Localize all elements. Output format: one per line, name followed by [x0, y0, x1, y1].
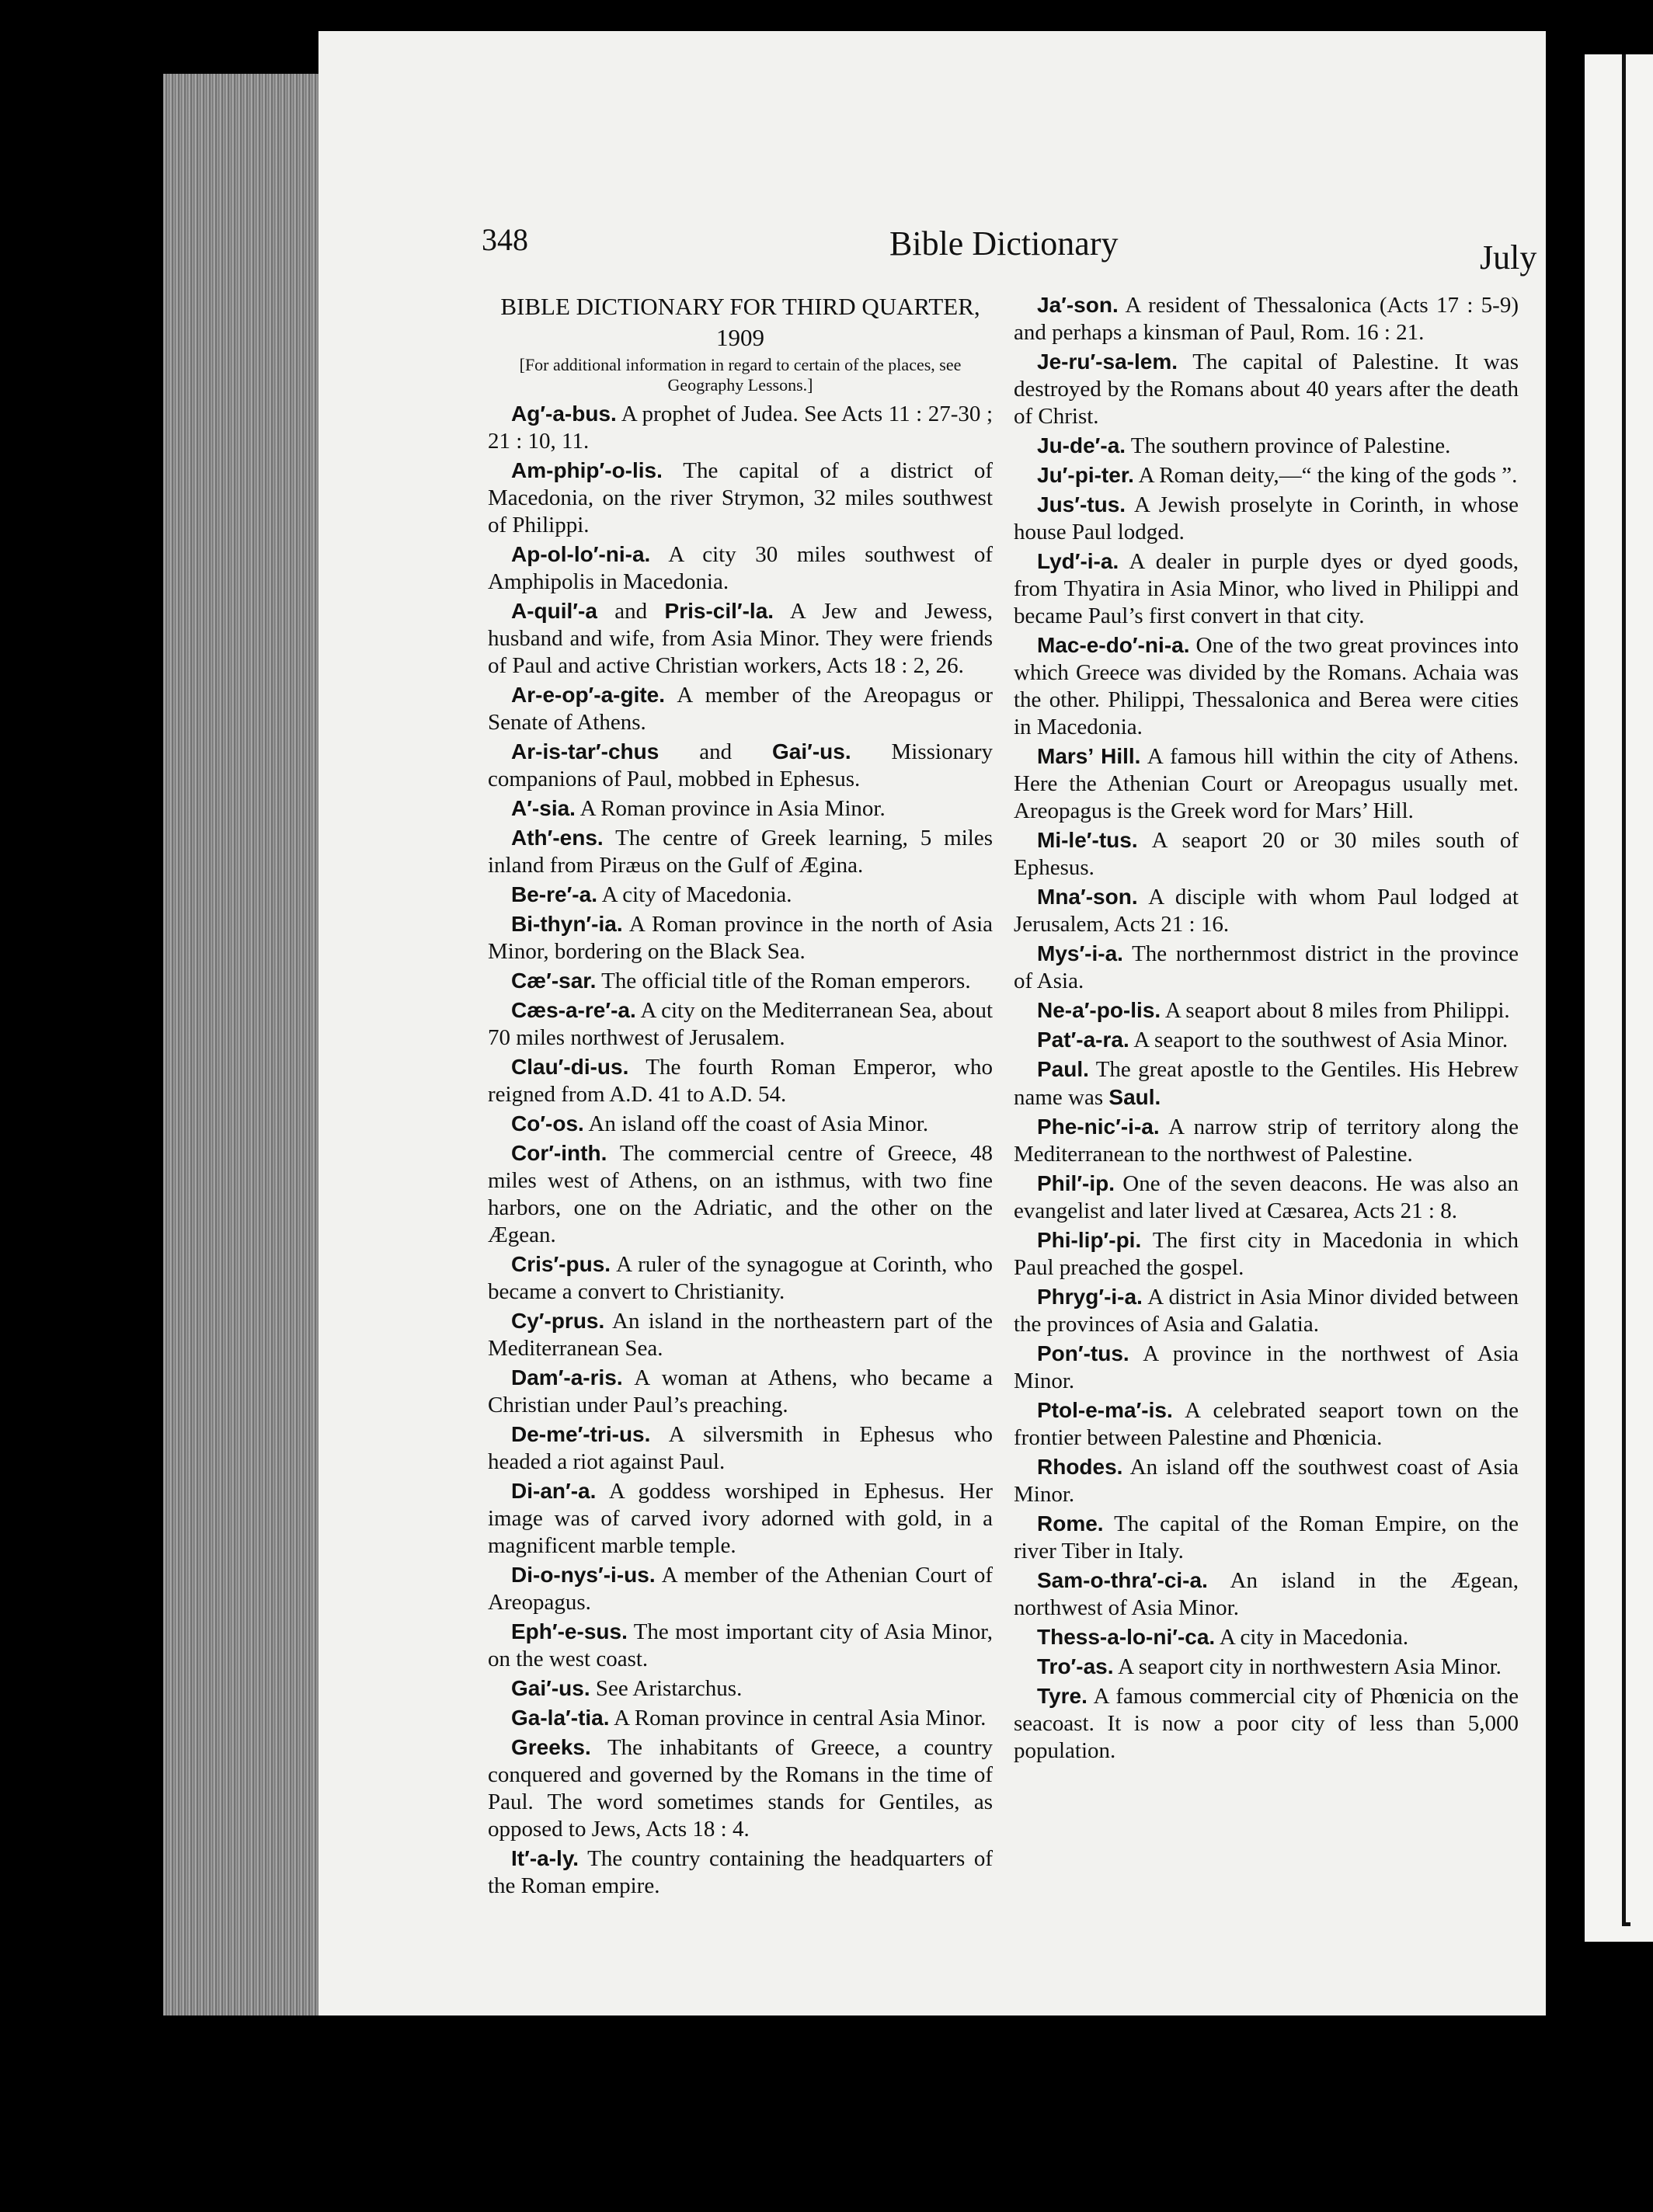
- entry-definition: A prophet of Judea. See Acts 11 : 27-30 ; 21 : 10, 11.: [488, 402, 993, 454]
- entry-headword: Ju-de′-a.: [1037, 433, 1126, 457]
- entry-definition: A member of the Areopagus or Senate of Athens.: [488, 683, 993, 735]
- dictionary-entry: [1014, 996, 1519, 1024]
- entry-headword: Rome.: [1037, 1511, 1104, 1536]
- entry-headword: Rhodes.: [1037, 1455, 1123, 1479]
- dictionary-entry: [488, 597, 993, 680]
- entry-headword: Ag′-a-bus.: [511, 402, 617, 426]
- dictionary-entry: [488, 1704, 993, 1732]
- entry-definition: A city of Macedonia.: [597, 882, 792, 907]
- dictionary-entry: [488, 881, 993, 909]
- dictionary-entry: [1014, 1396, 1519, 1452]
- dictionary-entry: [1014, 883, 1519, 938]
- dictionary-entry: [1014, 1682, 1519, 1765]
- entry-headword: Ju′-pi-ter.: [1037, 463, 1134, 487]
- entry-definition: A Jew and Jewess, husband and wife, from Asia Minor. They were friends of Paul and active Christian workers, Acts 18 : 2, 26.: [488, 599, 993, 678]
- left-entries: [488, 400, 993, 1900]
- entry-definition: The northernmost district in the province of Asia.: [1014, 941, 1519, 993]
- entry-headword: Thess-a-lo-ni′-ca.: [1037, 1625, 1216, 1649]
- dictionary-entry: [488, 1477, 993, 1560]
- entry-headword: Gai′-us.: [771, 739, 851, 763]
- dictionary-entry: [488, 541, 993, 596]
- entry-headword: Ja′-son.: [1037, 293, 1119, 317]
- dictionary-entry: [488, 1053, 993, 1108]
- dictionary-entry: [488, 1307, 993, 1362]
- entry-definition: A province in the northwest of Asia Minor.: [1014, 1341, 1519, 1393]
- entry-definition: A famous commercial city of Phœnicia on the seacoast. It is now a poor city of less than 5,000 population.: [1014, 1684, 1519, 1763]
- dictionary-entry: [1014, 432, 1519, 460]
- dictionary-entry: [488, 1618, 993, 1673]
- entry-definition: The great apostle to the Gentiles. His Hebrew name was: [1014, 1057, 1519, 1110]
- dictionary-entry: [1014, 1170, 1519, 1225]
- dictionary-entry: [1014, 940, 1519, 995]
- dictionary-entry: [1014, 1567, 1519, 1622]
- dictionary-entry: [488, 738, 993, 793]
- entry-headword: Pat′-a-ra.: [1037, 1028, 1129, 1052]
- entry-headword: Mars’ Hill.: [1037, 744, 1141, 768]
- dictionary-entry: [488, 795, 993, 823]
- dictionary-entry: [488, 824, 993, 879]
- entry-headword: Cæs-a-re′-a.: [511, 998, 636, 1022]
- entry-headword: Cy′-prus.: [511, 1309, 605, 1333]
- entry-definition: A Roman province in the north of Asia Minor, bordering on the Black Sea.: [488, 912, 993, 964]
- entry-definition: One of the two great provinces into which Greece was divided by the Romans. Achaia was the other. Philippi, Thessalonica and Berea were cities in Macedonia.: [1014, 633, 1519, 739]
- dictionary-entry: [488, 1250, 993, 1306]
- dictionary-entry: [1014, 743, 1519, 825]
- entry-definition: A celebrated seaport town on the frontier between Palestine and Phœnicia.: [1014, 1398, 1519, 1450]
- entry-definition: A ruler of the synagogue at Corinth, who became a convert to Christianity.: [488, 1252, 993, 1304]
- entry-headword: Ap-ol-lo′-ni-a.: [511, 542, 651, 566]
- dictionary-entry: [1014, 1453, 1519, 1508]
- dictionary-entry: [488, 400, 993, 455]
- dictionary-entry: [1014, 348, 1519, 430]
- dictionary-entry: [1014, 826, 1519, 882]
- entry-headword: Greeks.: [511, 1735, 591, 1759]
- dictionary-entry: [1014, 1056, 1519, 1111]
- dictionary-entry: [488, 996, 993, 1052]
- dictionary-entry: [1014, 1283, 1519, 1338]
- dictionary-entry: [1014, 1340, 1519, 1395]
- entry-definition: An island in the northeastern part of the Mediterranean Sea.: [488, 1309, 993, 1361]
- entry-definition: and: [659, 739, 772, 764]
- entry-definition: An island off the southwest coast of Asia Minor.: [1014, 1455, 1519, 1507]
- entry-definition: A Roman deity,—“ the king of the gods ”.: [1133, 463, 1518, 488]
- dictionary-entry: [488, 457, 993, 539]
- dictionary-entry: [488, 1364, 993, 1419]
- running-month: July: [1480, 238, 1537, 276]
- entry-headword: Di-an′-a.: [511, 1479, 597, 1503]
- entry-headword: Paul.: [1037, 1057, 1089, 1081]
- dictionary-entry: [1014, 291, 1519, 346]
- entry-headword: Tyre.: [1037, 1684, 1088, 1708]
- entry-definition: The southern province of Palestine.: [1126, 433, 1451, 458]
- entry-headword: Ar-e-op′-a-gite.: [511, 683, 666, 707]
- entry-headword: Lyd′-i-a.: [1037, 549, 1119, 573]
- dictionary-heading: BIBLE DICTIONARY FOR THIRD QUARTER, 1909: [500, 293, 980, 351]
- entry-definition: See Aristarchus.: [590, 1676, 743, 1701]
- dictionary-entry: [1014, 461, 1519, 489]
- dictionary-note: [For additional information in regard to certain of the places, see Geography Lessons.]: [519, 355, 962, 395]
- entry-definition: A narrow strip of territory along the Mediterranean to the northwest of Palestine.: [1014, 1115, 1519, 1167]
- entry-headword: Clau′-di-us.: [511, 1055, 629, 1079]
- dictionary-entry: [1014, 631, 1519, 741]
- entry-headword: Gai′-us.: [511, 1676, 590, 1700]
- entry-headword: Saul.: [1108, 1085, 1161, 1109]
- entry-definition: A seaport to the southwest of Asia Minor.: [1129, 1028, 1509, 1052]
- entry-definition: The capital of Palestine. It was destroyed by the Romans about 40 years after the death of Christ.: [1014, 350, 1519, 429]
- entry-definition: One of the seven deacons. He was also an evangelist and later lived at Cæsarea, Acts 21 : 8.: [1014, 1171, 1519, 1223]
- entry-definition: A seaport about 8 miles from Philippi.: [1161, 998, 1510, 1023]
- entry-definition: An island off the coast of Asia Minor.: [583, 1111, 929, 1136]
- entry-headword: Bi-thyn′-ia.: [511, 912, 623, 936]
- dictionary-entry: [488, 1561, 993, 1616]
- dictionary-entry: [488, 681, 993, 736]
- entry-definition: A silversmith in Ephesus who headed a riot against Paul.: [488, 1422, 993, 1474]
- dictionary-entry: [1014, 548, 1519, 630]
- entry-headword: Be-re′-a.: [511, 882, 597, 906]
- entry-headword: It′-a-ly.: [511, 1846, 579, 1870]
- dictionary-entry: [1014, 1653, 1519, 1681]
- entry-definition: An island in the Ægean, northwest of Asia Minor.: [1014, 1568, 1519, 1620]
- entry-definition: A city on the Mediterranean Sea, about 70 miles northwest of Jerusalem.: [488, 998, 993, 1050]
- entry-definition: The most important city of Asia Minor, on the west coast.: [488, 1619, 993, 1671]
- page-number: 348: [482, 222, 528, 257]
- entry-headword: Cor′-inth.: [511, 1141, 607, 1165]
- entry-headword: Di-o-nys′-i-us.: [511, 1563, 656, 1587]
- dictionary-entry: [488, 1675, 993, 1702]
- entry-headword: Ga-la′-tia.: [511, 1706, 610, 1730]
- entry-definition: A member of the Athenian Court of Areopagus.: [488, 1563, 993, 1615]
- dictionary-entry: [488, 1734, 993, 1843]
- entry-headword: Phryg′-i-a.: [1037, 1285, 1143, 1309]
- entry-headword: A′-sia.: [511, 796, 576, 820]
- entry-definition: A resident of Thessalonica (Acts 17 : 5-9) and perhaps a kinsman of Paul, Rom. 16 : 21.: [1014, 293, 1519, 345]
- dictionary-entry: [1014, 1623, 1519, 1651]
- entry-definition: The first city in Macedonia in which Paul preached the gospel.: [1014, 1228, 1519, 1280]
- dictionary-entry: [1014, 1113, 1519, 1168]
- dictionary-entry: [488, 1421, 993, 1476]
- entry-headword: A-quil′-a: [511, 599, 597, 623]
- entry-definition: and: [597, 599, 665, 624]
- entry-definition: The centre of Greek learning, 5 miles inland from Piræus on the Gulf of Ægina.: [488, 826, 993, 878]
- dictionary-entry: [488, 1110, 993, 1138]
- entry-headword: Mna′-son.: [1037, 885, 1138, 909]
- right-column: [1014, 291, 1519, 1766]
- entry-definition: A Roman province in central Asia Minor.: [609, 1706, 987, 1730]
- entry-definition: A woman at Athens, who became a Christian under Paul’s preaching.: [488, 1365, 993, 1417]
- entry-headword: Mi-le′-tus.: [1037, 828, 1138, 852]
- running-head: Bible Dictionary: [889, 224, 1119, 263]
- right-entries: [1014, 291, 1519, 1765]
- entry-definition: A seaport city in northwestern Asia Minor.: [1113, 1654, 1502, 1679]
- entry-headword: Eph′-e-sus.: [511, 1619, 628, 1643]
- entry-headword: De-me′-tri-us.: [511, 1422, 651, 1446]
- dictionary-entry: [1014, 1026, 1519, 1054]
- entry-headword: Ne-a′-po-lis.: [1037, 998, 1161, 1022]
- entry-definition: The country containing the headquarters of the Roman empire.: [488, 1846, 993, 1898]
- entry-headword: Am-phip′-o-lis.: [511, 458, 663, 482]
- entry-definition: The capital of a district of Macedonia, on the river Strymon, 32 miles southwest of Philippi.: [488, 458, 993, 537]
- entry-definition: The commercial centre of Greece, 48 miles west of Athens, on an isthmus, with two fine harbors, one on the Adriatic, and the other on the Ægean.: [488, 1141, 993, 1247]
- entry-headword: Pris-cil′-la.: [664, 599, 774, 623]
- entry-definition: A famous hill within the city of Athens. Here the Athenian Court or Areopagus usually met. Areopagus is the Greek word for Mars’ Hill.: [1014, 744, 1519, 823]
- entry-definition: A Jewish proselyte in Corinth, in whose house Paul lodged.: [1014, 492, 1519, 544]
- entry-definition: A Roman province in Asia Minor.: [575, 796, 886, 821]
- dictionary-entry: [1014, 1226, 1519, 1282]
- entry-definition: The fourth Roman Emperor, who reigned from A.D. 41 to A.D. 54.: [488, 1055, 993, 1107]
- entry-headword: Ptol-e-ma′-is.: [1037, 1398, 1173, 1422]
- dictionary-entry: [488, 1139, 993, 1249]
- facing-page-border: [1622, 54, 1630, 1926]
- entry-headword: Ath′-ens.: [511, 826, 604, 850]
- left-column: [488, 291, 993, 1901]
- facing-page-strip: [1585, 54, 1653, 1942]
- entry-headword: Sam-o-thra′-ci-a.: [1037, 1568, 1208, 1592]
- page-edges: [163, 74, 318, 2015]
- entry-headword: Je-ru′-sa-lem.: [1037, 350, 1178, 374]
- entry-headword: Phe-nic′-i-a.: [1037, 1115, 1160, 1139]
- entry-definition: The official title of the Roman emperors.: [596, 969, 971, 993]
- entry-definition: A dealer in purple dyes or dyed goods, from Thyatira in Asia Minor, who lived in Philippi and became Paul’s first convert in that city.: [1014, 549, 1519, 628]
- entry-headword: Co′-os.: [511, 1111, 584, 1136]
- dictionary-entry: [1014, 1510, 1519, 1565]
- entry-headword: Cæ′-sar.: [511, 969, 597, 993]
- entry-headword: Tro′-as.: [1037, 1654, 1114, 1678]
- entry-headword: Dam′-a-ris.: [511, 1365, 623, 1389]
- entry-headword: Ar-is-tar′-chus: [511, 739, 659, 763]
- dictionary-entry: [488, 1845, 993, 1900]
- entry-definition: The capital of the Roman Empire, on the river Tiber in Italy.: [1014, 1511, 1519, 1563]
- entry-headword: Phil′-ip.: [1037, 1171, 1115, 1195]
- entry-headword: Mac-e-do′-ni-a.: [1037, 633, 1190, 657]
- dictionary-entry: [1014, 491, 1519, 546]
- entry-definition: A district in Asia Minor divided between the provinces of Asia and Galatia.: [1014, 1285, 1519, 1337]
- entry-headword: Phi-lip′-pi.: [1037, 1228, 1142, 1252]
- entry-definition: A city 30 miles southwest of Amphipolis in Macedonia.: [488, 542, 993, 594]
- entry-definition: Missionary companions of Paul, mobbed in Ephesus.: [488, 739, 994, 791]
- entry-headword: Cris′-pus.: [511, 1252, 611, 1276]
- entry-definition: A goddess worshiped in Ephesus. Her image was of carved ivory adorned with gold, in a magnificent marble temple.: [488, 1479, 993, 1558]
- entry-definition: A seaport 20 or 30 miles south of Ephesus.: [1014, 828, 1519, 880]
- entry-definition: The inhabitants of Greece, a country conquered and governed by the Romans in the time of Paul. The word sometimes stands for Gentiles, as opposed to Jews, Acts 18 : 4.: [488, 1735, 993, 1842]
- entry-headword: Mys′-i-a.: [1037, 941, 1123, 965]
- entry-definition: A city in Macedonia.: [1215, 1625, 1409, 1650]
- entry-definition: A disciple with whom Paul lodged at Jerusalem, Acts 21 : 16.: [1014, 885, 1519, 937]
- entry-headword: Pon′-tus.: [1037, 1341, 1129, 1365]
- entry-headword: Jus′-tus.: [1037, 492, 1126, 516]
- dictionary-entry: [488, 967, 993, 995]
- dictionary-entry: [488, 910, 993, 965]
